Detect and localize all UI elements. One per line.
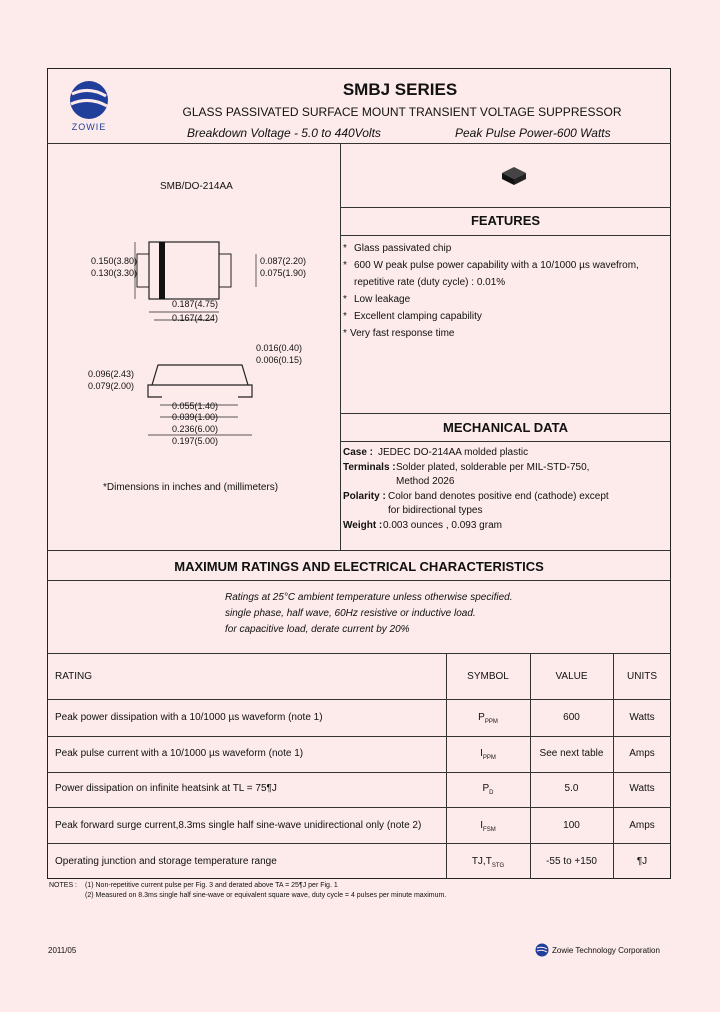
package-photo [498, 163, 530, 187]
col-header-rating: RATING [55, 671, 93, 682]
row-value: 5.0 [564, 783, 579, 794]
feature-bullet: * [343, 328, 347, 339]
row-divider [47, 772, 671, 773]
ratings-condition: Ratings at 25°C ambient temperature unless otherwise specified. [225, 592, 513, 603]
terminals-label: Terminals : [343, 462, 396, 473]
polarity-label: Polarity : [343, 491, 386, 502]
row-symbol: $TJ,T_{STG}$ [471, 856, 505, 869]
dim-side-h-max: 0.096(2.43) [88, 369, 135, 379]
row-units: Amps [629, 748, 655, 759]
weight-value: 0.003 ounces , 0.093 gram [383, 520, 502, 531]
divider-table-top [47, 653, 671, 654]
dim-side-len-max: 0.236(6.00) [172, 424, 219, 434]
row-divider [47, 699, 671, 700]
row-units: Amps [629, 820, 655, 831]
footer-logo [535, 943, 549, 957]
row-symbol: $I_{PPM}$ [480, 748, 496, 761]
col-divider [530, 653, 531, 879]
dim-top-h-max: 0.150(3.80) [91, 256, 138, 266]
dim-side-lead-max: 0.016(0.40) [256, 343, 303, 353]
package-name: SMB/DO-214AA [160, 181, 233, 192]
dim-side-h-min: 0.079(2.00) [88, 381, 135, 391]
divider-features-top [340, 207, 671, 208]
row-rating: Peak forward surge current,8.3ms single half sine-wave unidirectional only (note 2) [55, 820, 422, 831]
col-divider [613, 653, 614, 879]
divider-ratings-top [47, 550, 671, 551]
row-divider [47, 843, 671, 844]
ratings-condition: single phase, half wave, 60Hz resistive or inductive load. [225, 608, 476, 619]
ratings-condition: for capacitive load, derate current by 20% [225, 624, 410, 635]
note-1: (1) Non-repetitive current pulse per Fig. 3 and derated above TA = 25¶J per Fig. 1 [85, 882, 338, 889]
row-units: Watts [629, 783, 655, 794]
dim-top-w-min: 0.075(1.90) [260, 268, 307, 278]
row-symbol: $P_D$ [482, 783, 494, 796]
divider-mech-top [340, 413, 671, 414]
feature-item: 600 W peak pulse power capability with a 10/1000 µs wavefrom, [354, 260, 639, 271]
weight-label: Weight : [343, 520, 383, 531]
footer-date: 2011/05 [48, 946, 77, 955]
row-symbol: $P_{PPM}$ [478, 712, 498, 725]
case-value: JEDEC DO-214AA molded plastic [378, 447, 529, 458]
row-divider [47, 807, 671, 808]
col-header-symbol: SYMBOL [467, 671, 509, 682]
col-header-units: UNITS [627, 671, 657, 682]
row-value: See next table [539, 748, 604, 759]
row-value: -55 to +150 [546, 856, 597, 867]
divider-middle [340, 143, 341, 550]
case-label: Case : [343, 447, 374, 458]
polarity-value-2: for bidirectional types [388, 505, 483, 516]
peak-pulse-power: Peak Pulse Power-600 Watts [455, 126, 611, 140]
mechanical-heading: MECHANICAL DATA [443, 420, 568, 435]
divider-features-head [340, 235, 671, 236]
note-2: (2) Measured on 8.3ms single half sine-wave or equivalent square wave, duty cycle = 4 pulses per minute maximum. [85, 892, 447, 899]
feature-bullet: * [343, 260, 347, 271]
feature-bullet: * [343, 311, 347, 322]
row-rating: Peak pulse current with a 10/1000 µs waveform (note 1) [55, 748, 304, 759]
feature-item: Glass passivated chip [354, 243, 452, 254]
row-rating: Operating junction and storage temperature range [55, 856, 277, 867]
polarity-value: Color band denotes positive end (cathode) except [388, 491, 609, 502]
feature-bullet: * [343, 294, 347, 305]
row-units: ¶J [636, 856, 648, 867]
row-rating: Power dissipation on infinite heatsink at TL = 75¶J [55, 783, 277, 794]
dim-side-len-min: 0.197(5.00) [172, 436, 219, 446]
row-value: 600 [563, 712, 580, 723]
terminals-value-2: Method 2026 [396, 476, 455, 487]
feature-bullet: * [343, 243, 347, 254]
terminals-value: Solder plated, solderable per MIL-STD-750, [396, 462, 590, 473]
feature-item: Very fast response time [350, 328, 455, 339]
row-symbol: $I_{FSM}$ [480, 820, 496, 833]
dim-side-foot-min: 0.039(1.00) [172, 412, 219, 422]
dim-top-h-min: 0.130(3.30) [91, 268, 138, 278]
dim-side-foot-max: 0.055(1.40) [172, 401, 219, 411]
divider-mech-head [340, 441, 671, 442]
ratings-heading: MAXIMUM RATINGS AND ELECTRICAL CHARACTERISTICS [174, 559, 544, 574]
row-rating: Peak power dissipation with a 10/1000 µs waveform (note 1) [55, 712, 323, 723]
dim-top-l-max: 0.187(4.75) [172, 299, 219, 309]
feature-item: Low leakage [354, 294, 411, 305]
divider-ratings-head [47, 580, 671, 581]
dim-side-lead-min: 0.006(0.15) [256, 355, 303, 365]
footer-company: Zowie Technology Corporation [552, 946, 660, 955]
logo-text: ZOWIE [71, 122, 107, 132]
col-divider [446, 653, 447, 879]
feature-item: Excellent clamping capability [354, 311, 482, 322]
features-heading: FEATURES [470, 213, 541, 228]
dim-top-w-max: 0.087(2.20) [260, 256, 307, 266]
row-units: Watts [629, 712, 655, 723]
dimension-note: *Dimensions in inches and (millimeters) [103, 482, 279, 493]
divider-header [47, 143, 671, 144]
row-value: 100 [563, 820, 580, 831]
notes-label: NOTES : [49, 882, 78, 889]
subtitle: GLASS PASSIVATED SURFACE MOUNT TRANSIENT VOLTAGE SUPPRESSOR [182, 105, 622, 119]
series-title: SMBJ SERIES [342, 80, 458, 99]
feature-item: repetitive rate (duty cycle) : 0.01% [354, 277, 506, 288]
row-divider [47, 736, 671, 737]
breakdown-voltage: Breakdown Voltage - 5.0 to 440Volts [187, 126, 381, 140]
dim-top-l-min: 0.167(4.24) [172, 313, 219, 323]
col-header-value: VALUE [555, 671, 588, 682]
